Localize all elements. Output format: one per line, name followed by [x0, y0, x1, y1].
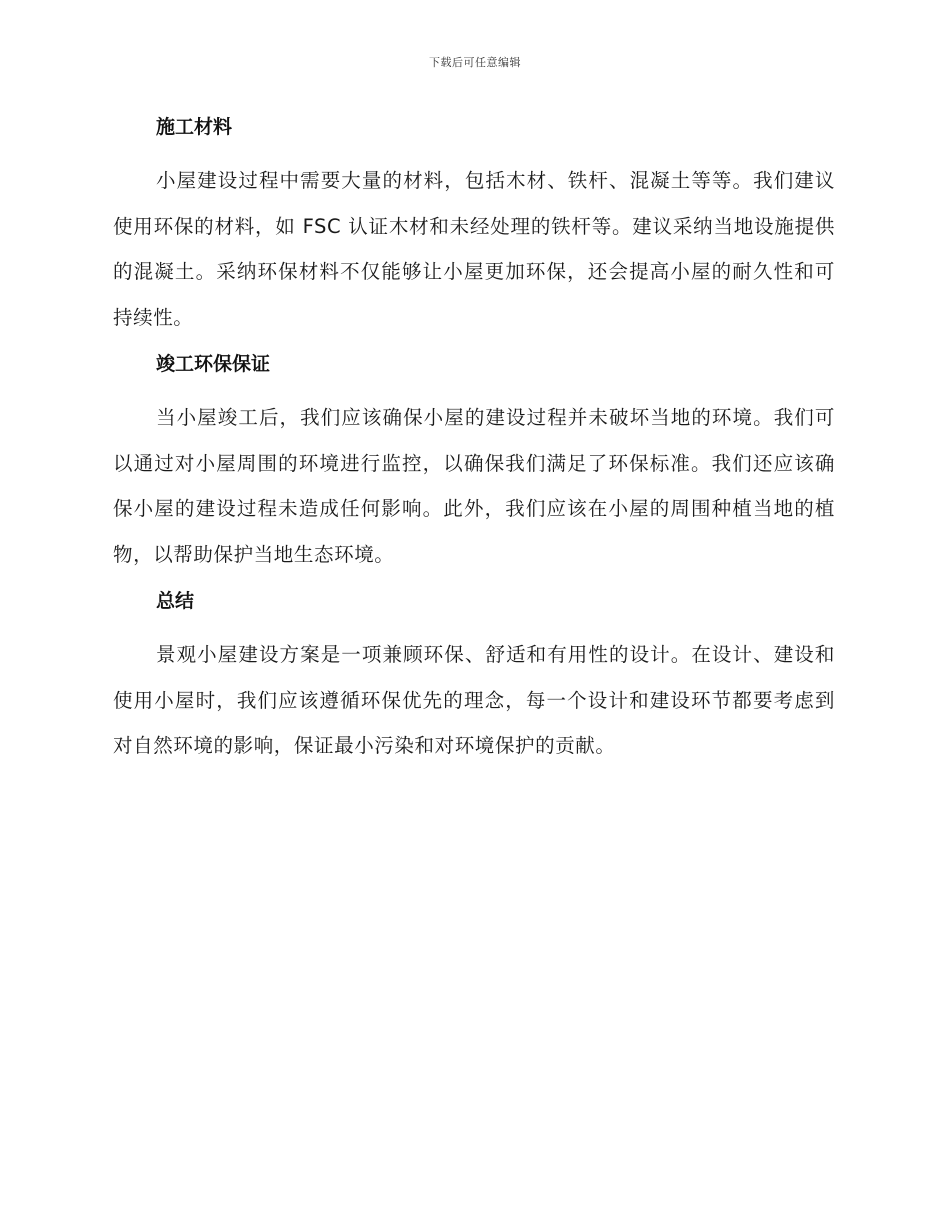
section-summary: [113, 586, 835, 769]
document-content: [113, 112, 835, 769]
section-paragraph: 景观小屋建设方案是一项兼顾环保、舒适和有用性的设计。在设计、建设和使用小屋时，我们应该遵循环保优先的理念，每一个设计和建设环节都要考虑到对自然环境的影响，保证最小污染和对环境保护的贡献。: [113, 643, 835, 757]
page-header-note: 下载后可任意编辑: [429, 56, 521, 69]
section-completion-guarantee: [113, 349, 835, 577]
section-construction-materials: [113, 112, 835, 340]
section-title: 总结: [156, 590, 195, 612]
section-paragraph: 小屋建设过程中需要大量的材料，包括木材、铁杆、混凝土等等。我们建议使用环保的材料，如 FSC 认证木材和未经处理的铁杆等。建议采纳当地设施提供的混凝土。采纳环保材料不仅能够让小屋更加环保，还会提高小屋的耐久性和可持续性。: [113, 169, 835, 329]
section-paragraph: 当小屋竣工后，我们应该确保小屋的建设过程并未破坏当地的环境。我们可以通过对小屋周围的环境进行监控，以确保我们满足了环保标准。我们还应该确保小屋的建设过程未造成任何影响。此外，我们应该在小屋的周围种植当地的植物，以帮助保护当地生态环境。: [113, 406, 835, 566]
section-title: 施工材料: [156, 116, 233, 138]
section-title: 竣工环保保证: [156, 353, 271, 375]
